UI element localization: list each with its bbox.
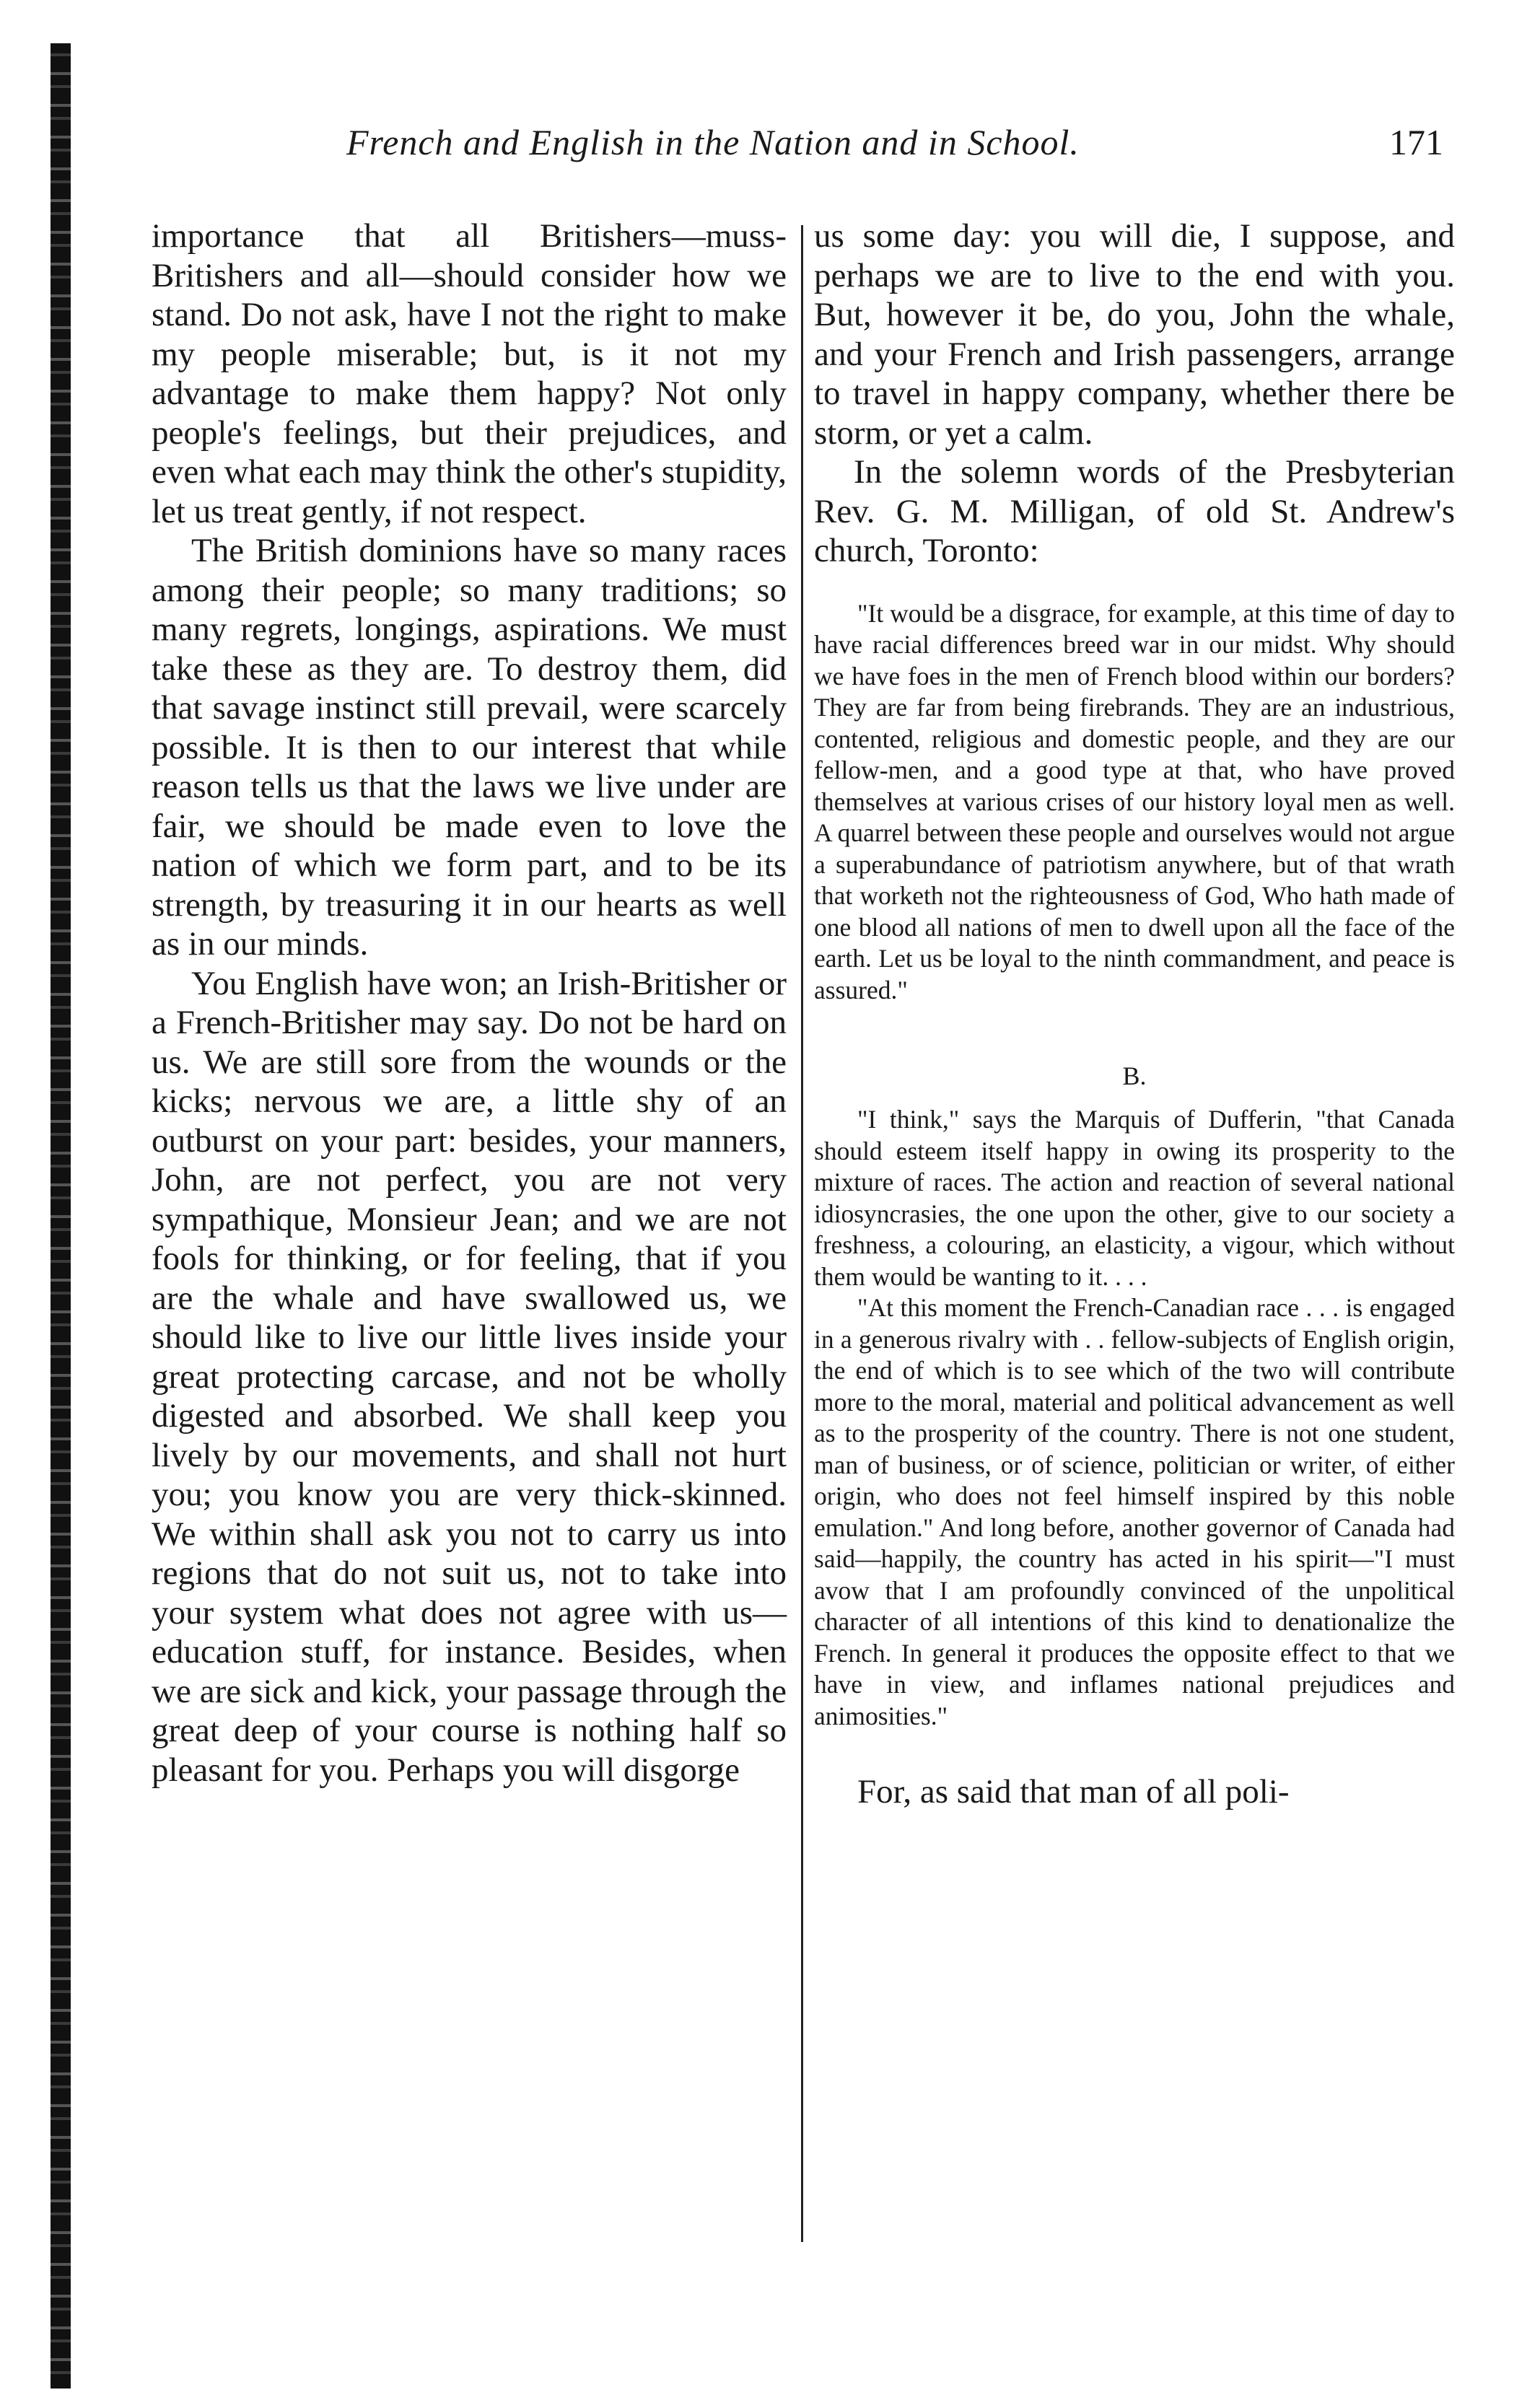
paragraph-final: For, as said that man of all poli-	[857, 1773, 1290, 1811]
page-number: 171	[1389, 122, 1443, 162]
quote-dufferin-part-1: "I think," says the Marquis of Dufferin, "that Canada should esteem itself happy in owing its prosperity to the mixture of races. The action and reaction of several national idiosyncrasies, the one upon the other, give to our society a freshness, a colouring, an elasticity, a vigour, which without them would be wanting to it. . . .	[814, 1105, 1455, 1291]
paragraph-importance: importance that all Britishers—muss-Britishers and all—should consider how we stand. Do not ask, have I not the right to make my people miserable; but, is it not my advantage to make them happy? Not only people's feelings, but their prejudices, and even what each may think the other's stupidity, let us treat gently, if not respect.	[152, 217, 787, 530]
section-letter: B.	[1122, 1061, 1147, 1090]
paragraph-british-dominions: The British dominions have so many races among their people; so many traditions; so many regrets, longings, aspirations. We must take these as they are. To destroy them, did that savage instinct still prevail, were scarcely possible. It is then to our interest that while reason tells us that the laws we live under are fair, we should be made even to love the nation of which we form part, and to be its strength, by treasuring it in our hearts as well as in our minds.	[152, 532, 787, 963]
paragraph-milligan-intro: In the solemn words of the Presbyterian Rev. G. M. Milligan, of old St. Andrew's church, Toronto:	[814, 453, 1455, 569]
paragraph-continuation: us some day: you will die, I suppose, and perhaps we are to live to the end with you. But, however it be, do you, John the whale, and your French and Irish passengers, arrange to travel in happy company, whether there be storm, or yet a calm.	[814, 217, 1455, 452]
page-header	[346, 121, 1501, 172]
running-title: French and English in the Nation and in School.	[346, 122, 1080, 162]
left-column	[152, 216, 787, 1790]
column-divider	[801, 225, 803, 2242]
quote-dufferin-part-2: "At this moment the French-Canadian race . . . is engaged in a generous rivalry with . . fellow-subjects of English origin, the end of which is to see which of the two will contribute more to the moral, material and political advancement as well as to the prosperity of the country. There is not one student, man of business, or of science, politician or writer, of either origin, who does not feel himself inspired by this noble emulation." And long before, another governor of Canada had said—happily, the country has acted in his spirit—"I must avow that I am profoundly convinced of the unpolitical character of all intentions of this kind to denationalize the French. In general it produces the opposite effect to that we have in view, and inflames national prejudices and animosities."	[814, 1293, 1455, 1730]
paragraph-you-english: You English have won; an Irish-Britisher or a French-Britisher may say. Do not be hard on us. We are still sore from the wounds or the kicks; nervous we are, a little shy of an outburst on your part: besides, your manners, John, are not perfect, you are not very sympathique, Monsieur Jean; and we are not fools for thinking, or for feeling, that if you are the whale and have swallowed us, we should like to live our little lives inside your great protecting carcase, and not be wholly digested and absorbed. We shall keep you lively by our movements, and shall not hurt you; you know you are very thick-skinned. We within shall ask you not to carry us into regions that do not suit us, not to take into your system what does not agree with us—education stuff, for instance. Besides, when we are sick and kick, your passage through the great deep of your course is nothing half so pleasant for you. Perhaps you will disgorge	[152, 964, 787, 1789]
binding-edge	[51, 43, 71, 2389]
quote-milligan: "It would be a disgrace, for example, at this time of day to have racial differences breed war in our midst. Why should we have foes in the men of French blood within our borders? They are far from being firebrands. They are an industrious, contented, religious and domestic people, and they are our fellow-men, and a good type at that, who have proved themselves at various crises of our history loyal men as well. A quarrel between these people and ourselves would not argue a superabundance of patriotism anywhere, but of that wrath that worketh not the righteousness of God, Who hath made of one blood all nations of men to dwell upon all the face of the earth. Let us be loyal to the ninth commandment, and peace is assured."	[814, 598, 1455, 1004]
right-column	[814, 216, 1455, 1812]
